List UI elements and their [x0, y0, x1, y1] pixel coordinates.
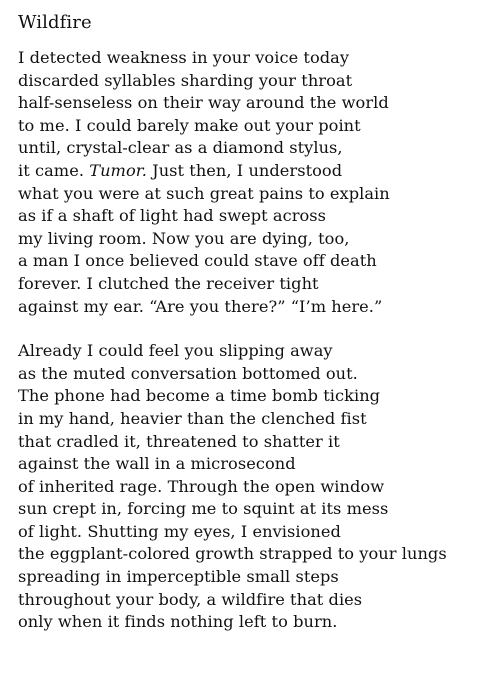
- poem-line: I detected weakness in your voice today: [18, 48, 350, 67]
- poem-line: spreading in imperceptible small steps: [18, 567, 339, 587]
- stanza-1: [18, 47, 478, 318]
- poem-line: that cradled it, threatened to shatter it: [18, 431, 340, 451]
- poem-line: The phone had become a time bomb ticking: [18, 386, 381, 406]
- poem-line: a man I once believed could stave off death: [18, 251, 377, 271]
- poem-line: against my ear. “Are you there?” “I’m here.”: [18, 296, 383, 316]
- poem-line: as the muted conversation bottomed out.: [18, 363, 358, 383]
- poem-line: of light. Shutting my eyes, I envisioned: [18, 521, 341, 541]
- poem-line: to me. I could barely make out your point: [18, 115, 361, 135]
- poem-line: until, crystal-clear as a diamond stylus,: [18, 138, 343, 158]
- poem-line: my living room. Now you are dying, too,: [18, 228, 350, 248]
- poem-page: [18, 12, 478, 634]
- poem-line: as if a shaft of light had swept across: [18, 206, 327, 226]
- stanza-2: [18, 340, 478, 634]
- poem-line: what you were at such great pains to explain: [18, 183, 390, 203]
- poem-line: sun crept in, forcing me to squint at its mess: [18, 499, 389, 519]
- poem-line: forever. I clutched the receiver tight: [18, 273, 319, 293]
- poem-line: discarded syllables sharding your throat: [18, 70, 353, 90]
- poem-line: against the wall in a microsecond: [18, 454, 296, 474]
- poem-line-italic-word: Tumor.: [89, 160, 147, 180]
- poem-line-part: it came.: [18, 160, 90, 180]
- poem-line: Already I could feel you slipping away: [18, 341, 333, 361]
- poem-title: Wildfire: [18, 12, 92, 33]
- poem-line: throughout your body, a wildfire that dies: [18, 589, 363, 609]
- poem-line-part: Just then, I understood: [146, 160, 343, 180]
- poem-line: in my hand, heavier than the clenched fist: [18, 408, 367, 428]
- poem-line: the eggplant-colored growth strapped to your lungs: [18, 544, 447, 564]
- poem-line: half-senseless on their way around the world: [18, 93, 389, 113]
- poem-line: [18, 160, 478, 183]
- poem-line: of inherited rage. Through the open window: [18, 476, 385, 496]
- poem-line: only when it finds nothing left to burn.: [18, 612, 338, 632]
